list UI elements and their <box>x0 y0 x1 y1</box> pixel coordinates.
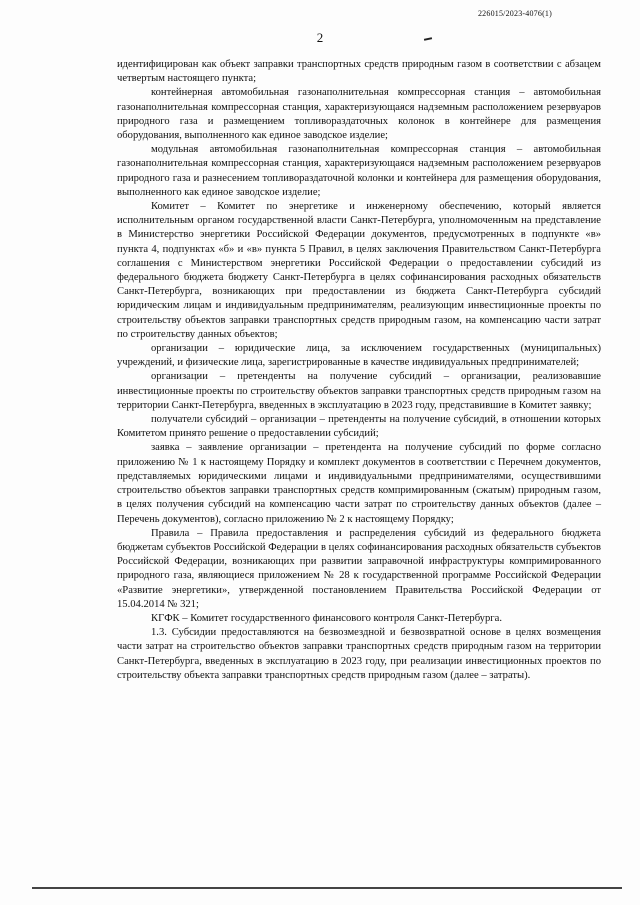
paragraph: организации – претенденты на получение субсидий – организации, реализовавшие инвестиционные проекты по строительству объектов заправки транспортных средств природным газом на территории Санкт-Петербурга, введенных в эксплуатацию в 2023 году, представившие в Комитет заявку; <box>117 371 601 411</box>
body-text <box>117 58 601 683</box>
paragraph: организации – юридические лица, за исключением государственных (муниципальных) учреждений, и физические лица, зарегистрированные в качестве индивидуальных предпринимателей; <box>117 343 601 369</box>
document-number: 226015/2023-4076(1) <box>477 9 552 18</box>
paragraph: Правила – Правила предоставления и распределения субсидий из федерального бюджета бюджетам субъектов Российской Федерации в целях софинансирования расходных обязательств субъектов Российской Федерации, возникающих при развитии заправочной инфраструктуры компримированного природного газа, являющиеся приложением № 28 к государственной программе Российской Федерации «Развитие энергетики», утвержденной постановлением Правительства Российской Федерации от 15.04.2014 № 321; <box>117 527 601 610</box>
paragraph: модульная автомобильная газонаполнительная компрессорная станция – автомобильная газонаполнительная компрессорная станция, характеризующаяся надземным расположением резервуаров природного газа и разнесением топливораздаточной колонки и контейнера для размещения оборудования, выполненного как единое заводское изделие; <box>117 144 601 198</box>
paragraph: получатели субсидий – организации – претенденты на получение субсидий, в отношении которых Комитетом принято решение о предоставлении субсидий; <box>117 414 601 440</box>
scan-edge-line <box>32 887 622 889</box>
paragraph: 1.3. Субсидии предоставляются на безвозмездной и безвозвратной основе в целях возмещения части затрат на строительство объектов заправки транспортных средств природным газом на территории Санкт-Петербурга, введенных в эксплуатацию в 2023 году, при реализации инвестиционных проектов по строительству объекта заправки транспортных средств природным газом (далее – затраты). <box>117 627 601 681</box>
paragraph: заявка – заявление организации – претендента на получение субсидий по форме согласно приложению № 1 к настоящему Порядку и комплект документов в соответствии с Перечнем документов, представляемых юридическими лицами и индивидуальными предпринимателями, осуществившими строительство объектов заправки транспортных средств компримированным (сжатым) природным газом, в целях получения субсидий на компенсацию части затрат по строительству данных объектов (далее – Перечень документов), согласно приложению № 2 к настоящему Порядку; <box>117 442 601 525</box>
page-number: 2 <box>316 30 324 45</box>
paragraph: идентифицирован как объект заправки транспортных средств природным газом в соответствии с абзацем четвертым настоящего пункта; <box>117 59 601 85</box>
paragraph: контейнерная автомобильная газонаполнительная компрессорная станция – автомобильная газонаполнительная компрессорная станция, характеризующаяся надземным расположением резервуаров природного газа и размещением топливораздаточных колонок в контейнере для размещения оборудования, выполненного как единое заводское изделие; <box>117 87 601 142</box>
paragraph: КГФК – Комитет государственного финансового контроля Санкт-Петербурга. <box>151 612 502 624</box>
paragraph: Комитет – Комитет по энергетике и инженерному обеспечению, который является исполнительным органом государственной власти Санкт-Петербурга, уполномоченным на представление в Министерство энергетики Российской Федерации документов, предусмотренных в подпункте «в» пункта 4, подпунктах «б» и «в» пункта 5 Правил, в целях заключения Правительством Санкт-Петербурга соглашения с Министерством энергетики Российской Федерации о предоставлении субсидий из федерального бюджета бюджету Санкт-Петербурга в целях софинансирования расходных обязательств Санкт-Петербурга, возникающих при предоставлении из бюджета Санкт-Петербурга субсидий юридическим лицам и индивидуальным предпринимателям, реализующим инвестиционные проекты по строительству объектов заправки транспортных средств природным газом, на компенсацию части затрат по строительству данных объектов; <box>117 201 601 340</box>
